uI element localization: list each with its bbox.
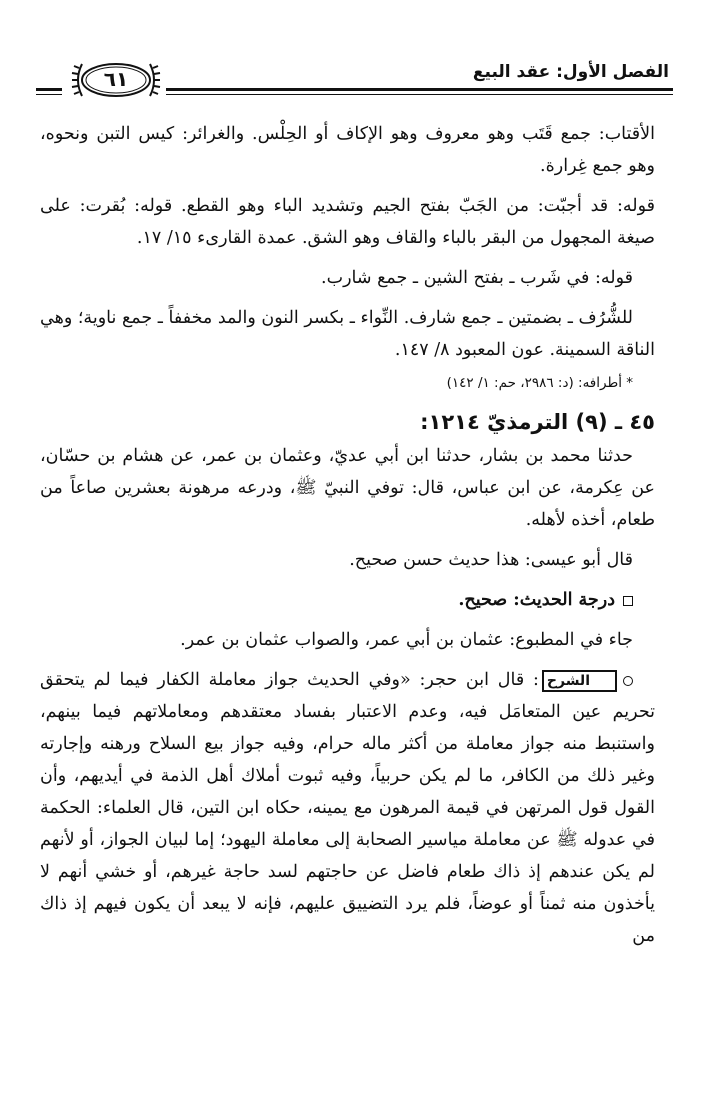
atraf-line: * أطرافه: (د: ٢٩٨٦، حم: ١/ ١٤٢) [446, 375, 633, 391]
page-number: ٦١ [103, 67, 129, 91]
sharh-label: الشرح [542, 670, 617, 692]
page-number-ornament [70, 58, 162, 102]
paragraph-ajabbat: قوله: قد أجبّت: من الجَبّ بفتح الجيم وتشديد الباء وهو القطع. قوله: بُقرت: على صيغة المجهول من البقر بالباء والقاف وهو الشق. عمدة القارىء ١٥/ ١٧. [40, 196, 655, 248]
header-dash-thin [36, 94, 62, 95]
header-rule-thick [166, 88, 673, 91]
hadith-text: حدثنا محمد بن بشار، حدثنا ابن أبي عديّ، وعثمان بن عمر، عن هشام بن حسّان، عن عِكرمة، عن ابن عباس، قال: توفي النبيّ ﷺ، ودرعه مرهونة بعشرين صاعاً من طعام، أخذه لأهله. [40, 446, 655, 530]
header-rule-thin [166, 94, 673, 95]
page-header [36, 58, 673, 104]
square-bullet-icon [623, 596, 633, 606]
circle-bullet-icon [623, 676, 633, 686]
chapter-title: الفصل الأول: عقد البيع [472, 62, 669, 82]
paragraph-sharb: قوله: في شَرب ـ بفتح الشين ـ جمع شارب. [321, 268, 633, 288]
print-note: جاء في المطبوع: عثمان بن أبي عمر، والصواب عثمان بن عمر. [180, 630, 633, 650]
abu-isa-line: قال أبو عيسى: هذا حديث حسن صحيح. [349, 550, 633, 570]
sharh-paragraph [40, 664, 655, 952]
section-title: ٤٥ ـ (٩) الترمذيّ ١٢١٤: [420, 410, 655, 434]
page-body [40, 118, 655, 952]
paragraph-shuruf: للشُّرُف ـ بضمتين ـ جمع شارف. النِّواء ـ بكسر النون والمد مخففاً ـ جمع ناوية؛ وهي الناقة السمينة. عون المعبود ٨/ ١٤٧. [40, 308, 655, 360]
sharh-text: : قال ابن حجر: «وفي الحديث جواز معاملة الكفار فيما لم يتحقق تحريم عين المتعامَل فيه، وعدم الاعتبار بفساد معتقدهم ومعاملاتهم فيما بينهم، واستنبط منه جواز معاملة من أكثر ماله حرام، وفيه جواز بيع السلاح ورهنه وإجارته وغير ذلك من الكافر، ما لم يكن حربياً، وفيه ثبوت أملاك أهل الذمة في أيديهم، وأن القول قول المرتهن في قيمة المرهون مع يمينه، حكاه ابن التين، قال العلماء: الحكمة في عدوله ﷺ عن معاملة مياسير الصحابة إلى معاملة اليهود؛ إما لبيان الجواز، أو لأنهم لم يكن عندهم إذ ذاك طعام فاضل عن حاجتهم لسد حاجة غيرهم، أو خشي أنهم لا يأخذون منه ثمناً أو عوضاً، فلم يرد التضييق عليهم، فإنه لا يبعد أن يكون فيهم إذ ذاك من [40, 670, 655, 946]
hadith-degree-line [40, 584, 655, 616]
paragraph-aqtab: الأقتاب: جمع قَتَب وهو معروف وهو الإكاف أو الحِلْس. والغرائر: كيس التبن ونحوه، وهو جمع غِرارة. [40, 124, 655, 176]
hadith-degree: درجة الحديث: صحيح. [458, 590, 615, 610]
header-dash [36, 88, 62, 91]
